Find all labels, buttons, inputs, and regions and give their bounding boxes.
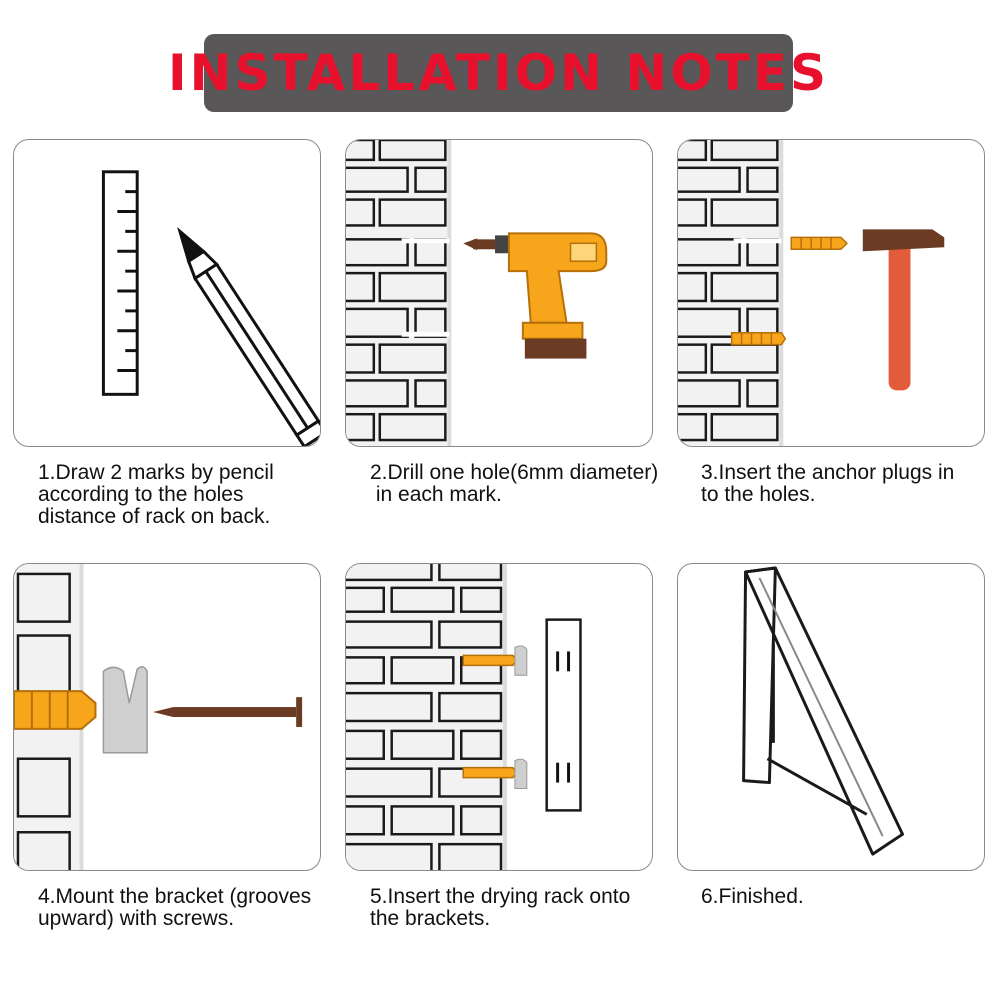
anchor-plug-icon — [14, 691, 95, 729]
anchor-plug-icon — [732, 333, 786, 345]
brick-wall — [346, 140, 449, 446]
step-4-caption — [38, 886, 358, 930]
drill-illustration — [346, 140, 652, 446]
caption-line: 6.Finished. — [701, 885, 804, 908]
caption-line: 1.Draw 2 marks by pencil — [38, 461, 274, 484]
brick-wall — [678, 140, 781, 446]
step-5-panel — [345, 563, 653, 871]
caption-line: distance of rack on back. — [38, 505, 271, 528]
caption-line: the brackets. — [370, 907, 491, 930]
caption-line: 5.Insert the drying rack onto — [370, 885, 631, 908]
step-6-caption — [701, 886, 981, 908]
title-banner — [168, 34, 830, 112]
step-1-panel — [13, 139, 321, 447]
ruler-and-pencil-illustration — [14, 140, 320, 446]
page-title: INSTALLATION NOTES — [168, 44, 830, 102]
caption-line: 2.Drill one hole(6mm diameter) — [370, 461, 659, 484]
caption-line: to the holes. — [701, 483, 816, 506]
caption-line: according to the holes — [38, 483, 244, 506]
bracket-icon — [103, 667, 147, 753]
screw-icon — [153, 697, 302, 727]
rack-on-brackets-illustration — [346, 564, 652, 870]
step-2-panel — [345, 139, 653, 447]
finished-rack-illustration — [678, 564, 984, 870]
hammer-icon — [863, 229, 944, 390]
caption-line: in each mark. — [370, 483, 502, 506]
step-1-caption — [38, 462, 358, 528]
bracket-icon — [515, 646, 527, 789]
step-6-panel — [677, 563, 985, 871]
ruler-icon — [103, 172, 137, 395]
caption-line: upward) with screws. — [38, 907, 235, 930]
rack-back-panel — [547, 620, 581, 811]
step-3-caption — [701, 462, 991, 506]
anchor-hammer-illustration — [678, 140, 984, 446]
brick-wall — [346, 564, 505, 870]
caption-line: 4.Mount the bracket (grooves — [38, 885, 312, 908]
step-2-caption — [370, 462, 690, 506]
drying-rack-icon — [744, 568, 903, 854]
step-5-caption — [370, 886, 690, 930]
bracket-screw-illustration — [14, 564, 320, 870]
caption-line: 3.Insert the anchor plugs in — [701, 461, 955, 484]
pencil-icon — [169, 224, 320, 446]
anchor-plug-icon — [791, 237, 847, 249]
step-4-panel — [13, 563, 321, 871]
drill-icon — [463, 233, 606, 358]
step-3-panel — [677, 139, 985, 447]
